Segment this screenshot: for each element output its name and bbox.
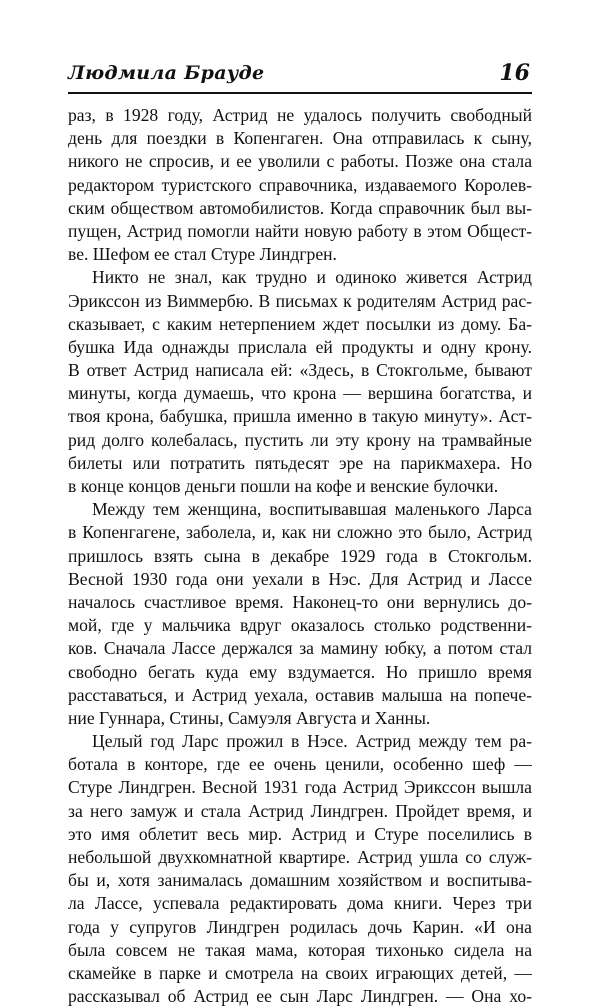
text-line: ботала в конторе, где ее очень ценили, особенно шеф — bbox=[68, 754, 532, 775]
paragraph bbox=[68, 498, 532, 730]
text-line: года у супругов Линдгрен родилась дочь Карин. «И она bbox=[68, 916, 532, 937]
text-line: свободно бегать куда ему вздумается. Но пришло время bbox=[68, 661, 532, 682]
text-line: была совсем не такая мама, которая тихонько сидела на bbox=[68, 939, 532, 960]
text-line: пущен, Астрид помогли найти новую работу в этом Общест- bbox=[68, 220, 532, 241]
paragraph bbox=[68, 104, 532, 266]
text-line: рассказывал об Астрид ее сын Ларс Линдгрен. — Она хо- bbox=[68, 986, 532, 1007]
text-line: скамейке в парке и смотрела на своих играющих детей, — bbox=[68, 962, 532, 983]
text-line: небольшой двухкомнатной квартире. Астрид ушла со служ- bbox=[68, 847, 532, 867]
author-name: Людмила Брауде bbox=[68, 62, 265, 84]
text-line: В ответ Астрид написала ей: «Здесь, в Стокгольме, бывают bbox=[68, 360, 532, 381]
text-line: ние Гуннара, Стины, Самуэля Августа и Ханны. bbox=[68, 707, 431, 728]
text-line: сказывает, с каким нетерпением ждет посылки из дому. Ба- bbox=[68, 313, 532, 334]
text-line: Целый год Ларс прожил в Нэсе. Астрид между тем ра- bbox=[92, 731, 532, 752]
text-line: Эрикссон из Виммербю. В письмах к родителям Астрид рас- bbox=[68, 290, 532, 311]
header-rule bbox=[68, 92, 532, 94]
text-line: ским обществом автомобилистов. Когда справочник был вы- bbox=[68, 197, 532, 218]
text-line: ла Лассе, успевала редактировать дома книги. Через три bbox=[68, 893, 532, 914]
text-line: день для поездки в Копенгаген. Она отправилась к сыну, bbox=[68, 128, 532, 149]
text-line: билеты или потратить пятьдесят эре на парикмахера. Но bbox=[68, 452, 532, 473]
body-text bbox=[68, 104, 532, 1008]
text-line: никого не спросив, и ее уволили с работы. Позже она стала bbox=[68, 151, 532, 172]
paragraph bbox=[68, 730, 532, 1008]
text-line: твоя крона, бабушка, пришла именно в такую минуту». Аст- bbox=[68, 406, 532, 427]
text-line: за него замуж и стала Астрид Линдгрен. Пройдет время, и bbox=[68, 800, 532, 821]
text-line: в конце концов деньги пошли на кофе и венские булочки. bbox=[68, 476, 499, 496]
page-number: 16 bbox=[499, 60, 530, 86]
running-header bbox=[68, 60, 532, 90]
text-line: расставаться, и Астрид уехала, оставив малыша на попече- bbox=[68, 684, 532, 705]
text-line: раз, в 1928 году, Астрид не удалось получить свободный bbox=[68, 105, 532, 125]
text-line: Стуре Линдгрен. Весной 1931 года Астрид Эрикссон вышла bbox=[68, 777, 532, 798]
paragraph bbox=[68, 266, 532, 498]
text-line: Никто не знал, как трудно и одиноко живется Астрид bbox=[92, 267, 532, 288]
text-line: ве. Шефом ее стал Стуре Линдгрен. bbox=[68, 244, 337, 265]
text-line: ков. Сначала Лассе держался за мамину юбку, а потом стал bbox=[68, 638, 532, 659]
text-line: в Копенгагене, заболела, и, как ни сложно это было, Астрид bbox=[68, 522, 532, 543]
text-line: пришлось взять сына в декабре 1929 года в Стокгольм. bbox=[68, 545, 532, 566]
text-line: редактором туристского справочника, издаваемого Королев- bbox=[68, 174, 532, 195]
text-line: Между тем женщина, воспитывавшая маленького Ларса bbox=[92, 499, 532, 520]
text-line: бы и, хотя занималась домашним хозяйством и воспитыва- bbox=[68, 870, 532, 891]
text-line: это имя облетит весь мир. Астрид и Стуре поселились в bbox=[68, 823, 532, 844]
text-line: минуты, когда думаешь, что крона — вершина богатства, и bbox=[68, 383, 532, 404]
text-line: Весной 1930 года они уехали в Нэс. Для Астрид и Лассе bbox=[68, 568, 532, 589]
text-line: началось счастливое время. Наконец-то они вернулись до- bbox=[68, 591, 532, 612]
text-line: мой, где у мальчика вдруг оказалось столько родственни- bbox=[68, 615, 532, 636]
text-line: рид долго колебалась, пустить ли эту крону на трамвайные bbox=[68, 429, 532, 450]
text-line: бушка Ида однажды прислала ей продукты и одну крону. bbox=[68, 336, 532, 357]
